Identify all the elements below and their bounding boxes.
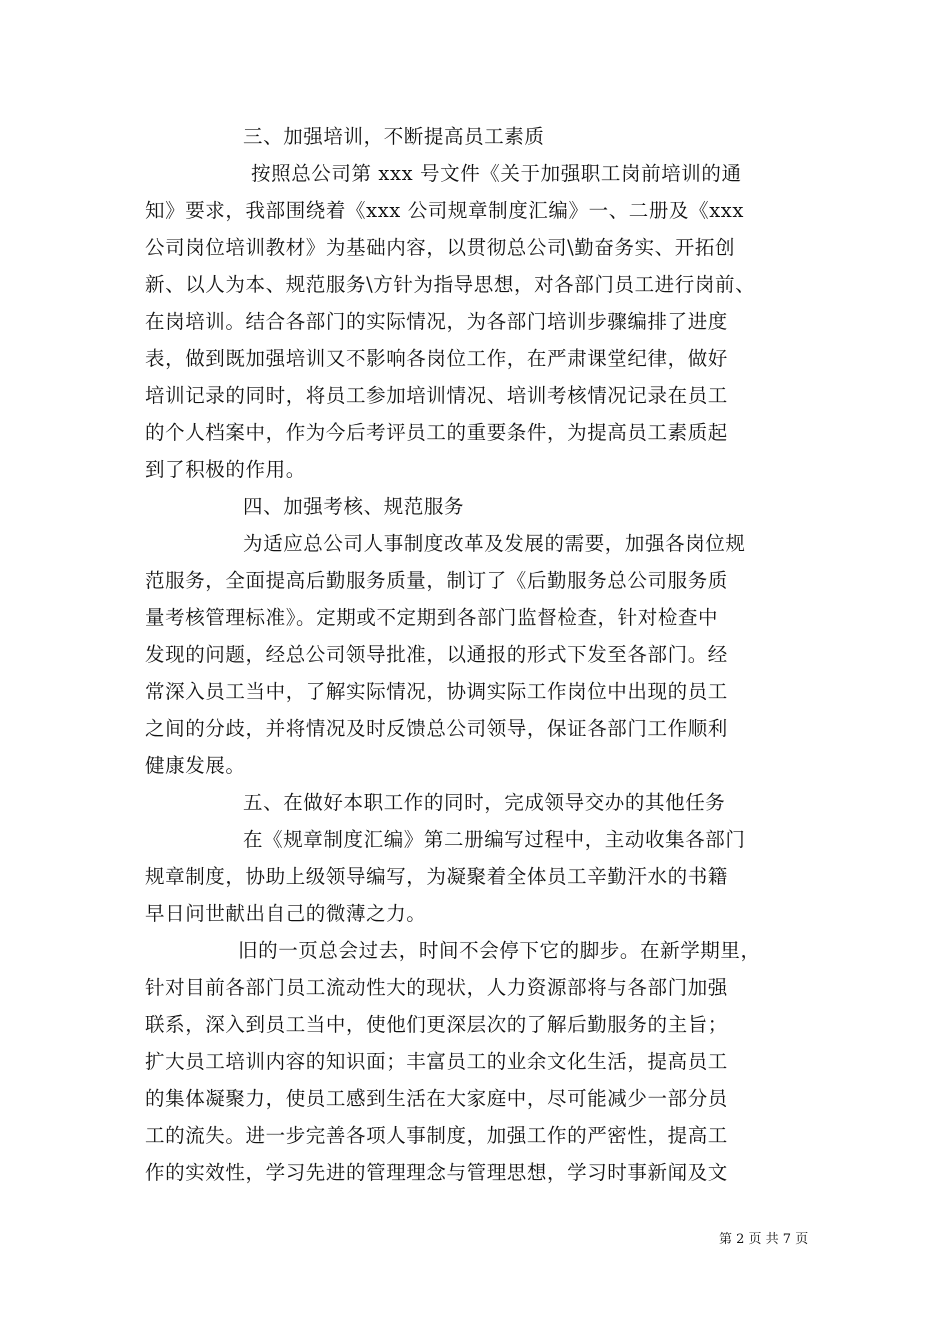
paragraph-line: 工的流失。进一步完善各项人事制度，加强工作的严密性，提高工: [145, 1124, 728, 1147]
paragraph-line: 联系，深入到员工当中，使他们更深层次的了解后勤服务的主旨；: [145, 1013, 728, 1036]
paragraph-line: 在岗培训。结合各部门的实际情况，为各部门培训步骤编排了进度: [145, 310, 728, 333]
paragraph-line: 健康发展。: [145, 754, 246, 777]
paragraph-line: 范服务，全面提高后勤服务质量，制订了《后勤服务总公司服务质: [145, 569, 728, 592]
section-heading: 四、加强考核、规范服务: [243, 495, 465, 518]
paragraph-line: 表，做到既加强培训又不影响各岗位工作，在严肃课堂纪律，做好: [145, 347, 728, 370]
paragraph-line: 旧的一页总会过去，时间不会停下它的脚步。在新学期里，: [238, 939, 761, 962]
paragraph-line: 作的实效性，学习先进的管理理念与管理思想，学习时事新闻及文: [145, 1161, 728, 1184]
paragraph-line: 为适应总公司人事制度改革及发展的需要，加强各岗位规: [243, 532, 746, 555]
paragraph-line: 针对目前各部门员工流动性大的现状，人力资源部将与各部门加强: [145, 976, 728, 999]
paragraph-line: 在《规章制度汇编》第二册编写过程中，主动收集各部门: [243, 828, 746, 851]
paragraph-line: 按照总公司第 xxx 号文件《关于加强职工岗前培训的通: [251, 162, 742, 185]
paragraph-line: 发现的问题，经总公司领导批准，以通报的形式下发至各部门。经: [145, 643, 728, 666]
page-number-footer: 第 2 页 共 7 页: [719, 1232, 809, 1247]
paragraph-line: 常深入员工当中，了解实际情况，协调实际工作岗位中出现的员工: [145, 680, 728, 703]
paragraph-line: 的个人档案中，作为今后考评员工的重要条件，为提高员工素质起: [145, 421, 728, 444]
paragraph-line: 规章制度，协助上级领导编写，为凝聚着全体员工辛勤汗水的书籍: [145, 865, 728, 888]
paragraph-line: 知》要求，我部围绕着《xxx 公司规章制度汇编》一、二册及《xxx: [145, 199, 744, 222]
paragraph-line: 扩大员工培训内容的知识面；丰富员工的业余文化生活，提高员工: [145, 1050, 728, 1073]
paragraph-line: 到了积极的作用。: [145, 458, 306, 481]
paragraph-line: 培训记录的同时，将员工参加培训情况、培训考核情况记录在员工: [145, 384, 728, 407]
document-body: [145, 118, 825, 1191]
section-heading: 五、在做好本职工作的同时，完成领导交办的其他任务: [243, 791, 726, 814]
paragraph-line: 的集体凝聚力，使员工感到生活在大家庭中，尽可能减少一部分员: [145, 1087, 728, 1110]
paragraph-line: 早日问世献出自己的微薄之力。: [145, 902, 427, 925]
paragraph-line: 公司岗位培训教材》为基础内容，以贯彻总公司\勤奋务实、开拓创: [145, 236, 736, 259]
paragraph-line: 之间的分歧，并将情况及时反馈总公司领导，保证各部门工作顺利: [145, 717, 728, 740]
section-heading: 三、加强培训，不断提高员工素质: [243, 125, 545, 148]
paragraph-line: 量考核管理标准》。定期或不定期到各部门监督检查，针对检查中: [145, 606, 719, 629]
paragraph-line: 新、以人为本、规范服务\方针为指导思想，对各部门员工进行岗前、: [145, 273, 756, 296]
